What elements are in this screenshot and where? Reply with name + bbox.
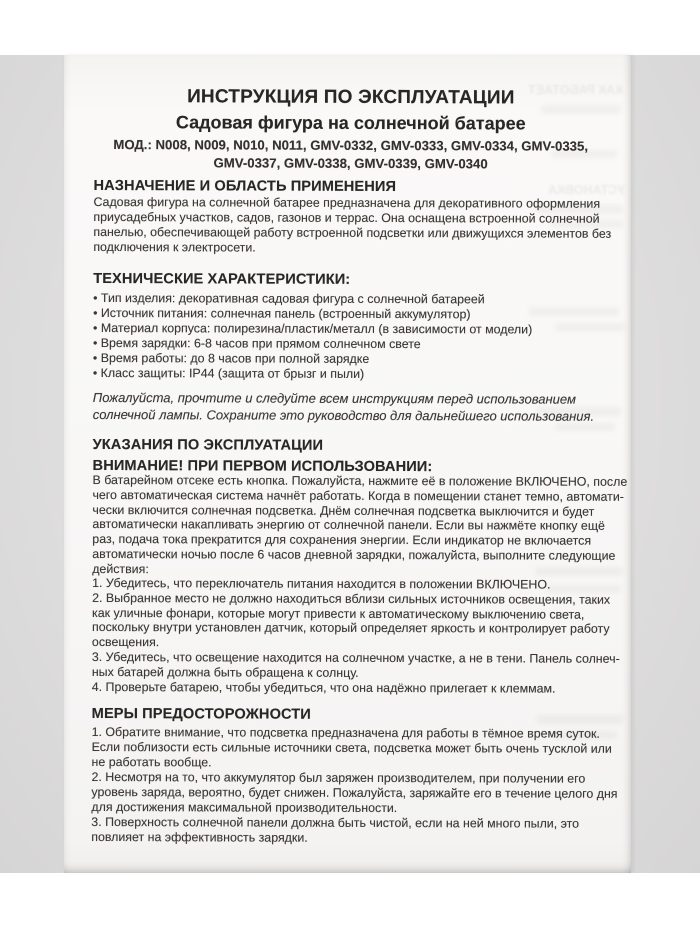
text-line: • Класс защиты: IP44 (защита от брызг и пыли) — [93, 366, 607, 383]
bleedthrough-text: КАК РАБОТАЕТ — [528, 83, 623, 97]
section-heading-usage-attention: ВНИМАНИЕ! ПРИ ПЕРВОМ ИСПОЛЬЗОВАНИИ: — [92, 457, 433, 476]
text-line: для достижения максимальной производительности. — [91, 799, 398, 816]
text-line: солнечной лампы. Сохраните это руководство для дальнейшего использования. — [92, 406, 595, 424]
text-line: 1. Обратите внимание, что подсветка предназначена для работы в тёмное время суток. — [91, 724, 600, 741]
text-line: • Источник питания: солнечная панель (встроенный аккумулятор) — [93, 306, 607, 323]
text-line: панелью, обеспечивающей работу встроенной подсветки или движущихся элементов без — [93, 224, 612, 241]
text-line: 1. Убедитесь, что переключатель питания находится в положении ВКЛЮЧЕНО. — [92, 575, 551, 592]
text-line: • Тип изделия: декоративная садовая фигура с солнечной батареей — [93, 291, 607, 308]
bottom-white-band — [0, 873, 700, 929]
text-line: не работать вообще. — [91, 754, 212, 770]
photo-background — [0, 55, 700, 873]
text-line: повлияет на эффективность зарядки. — [91, 829, 308, 845]
text-line: GMV-0337, GMV-0338, GMV-0339, GMV-0340 — [213, 154, 488, 171]
document-subtitle: Садовая фигура на солнечной батарее — [175, 112, 526, 134]
text-line: как уличные фонари, которые могут привести к автоматическому выключению света, — [92, 605, 585, 622]
text-line: подключения к электросети. — [93, 239, 256, 255]
text-line: Если поблизости есть сильные источники света, подсветка может быть очень тусклой или — [91, 739, 612, 756]
text-line: МОД.: N008, N009, N010, N011, GMV-0332, GMV-0333, GMV-0334, GMV-0335, — [113, 137, 589, 154]
paper-sheet — [64, 55, 631, 873]
document-title: ИНСТРУКЦИЯ ПО ЭКСПЛУАТАЦИИ — [187, 86, 515, 109]
text-line: • Время зарядки: 6-8 часов при прямом солнечном свете — [93, 336, 607, 353]
section-heading-specs: ТЕХНИЧЕСКИЕ ХАРАКТЕРИСТИКИ: — [93, 270, 351, 288]
text-line: автоматически ночью после 6 часов дневной зарядки, пожалуйста, выполните следующие — [92, 546, 616, 563]
section-heading-usage: УКАЗАНИЯ ПО ЭКСПЛУАТАЦИИ — [92, 436, 324, 454]
text-line: автоматически накапливать энергию от солнечной панели. Если вы нажмёте кнопку ещё — [92, 517, 605, 534]
document-content — [91, 55, 628, 875]
text-line: • Материал корпуса: полирезина/пластик/металл (в зависимости от модели) — [93, 321, 607, 338]
bleedthrough-text: УСТАНОВКА — [548, 183, 625, 197]
section-heading-purpose: НАЗНАЧЕНИЕ И ОБЛАСТЬ ПРИМЕНЕНИЯ — [93, 177, 397, 196]
text-line: ных батарей должна быть обращена к солнцу. — [91, 664, 359, 680]
usage-paragraph — [92, 472, 628, 578]
text-line: • Время работы: до 8 часов при полной зарядке — [93, 351, 607, 368]
text-line: чески включится солнечная подсветка. Днём солнечная подсветка выключится и будет — [92, 502, 595, 519]
text-line: освещения. — [91, 635, 160, 650]
text-line: чего автоматическая система начнёт работать. Когда в помещении станет темно, автомати- — [92, 487, 624, 504]
text-line: 3. Убедитесь, что освещение находится на солнечном участке, а не в тени. Панель солнеч- — [91, 649, 620, 666]
precautions-list — [91, 724, 618, 847]
text-line: раз, подача тока прекратится для сохранения энергии. Если индикатор не включается — [92, 532, 592, 548]
text-line: приусадебных участков, садов, газонов и террас. Она оснащена встроенной солнечной — [93, 209, 600, 226]
purpose-paragraph — [93, 194, 612, 257]
text-line: 4. Проверьте батарею, чтобы убедиться, что она надёжно прилегает к клеммам. — [91, 679, 556, 696]
text-line: 2. Выбранное место не должно находиться вблизи сильных источников освещения, таких — [92, 590, 611, 607]
top-white-band — [0, 0, 700, 55]
text-line: В батарейном отсеке есть кнопка. Пожалуйста, нажмите её в положение ВКЛЮЧЕНО, после — [92, 472, 628, 489]
text-line: Пожалуйста, прочтите и следуйте всем инструкциям перед использованием — [92, 389, 576, 407]
model-numbers — [94, 136, 608, 173]
text-line: уровень заряда, вероятно, будет снижен. Пожалуйста, заряжайте его в течение целого дня — [91, 784, 618, 801]
text-line: поскольку внутри установлен датчик, который определяет яркость и контролирует работу — [91, 620, 610, 637]
text-line: действия: — [92, 561, 149, 576]
section-heading-precautions: МЕРЫ ПРЕДОСТОРОЖНОСТИ — [91, 705, 311, 723]
italic-note — [93, 390, 607, 425]
text-line: Садовая фигура на солнечной батарее предназначена для декоративного оформления — [93, 194, 601, 211]
text-line: 3. Поверхность солнечной панели должна быть чистой, если на ней много пыли, это — [91, 814, 580, 831]
usage-steps-list — [91, 575, 620, 696]
specs-bullet-list — [93, 291, 607, 383]
text-line: 2. Несмотря на то, что аккумулятор был заряжен производителем, при получении его — [91, 769, 586, 786]
